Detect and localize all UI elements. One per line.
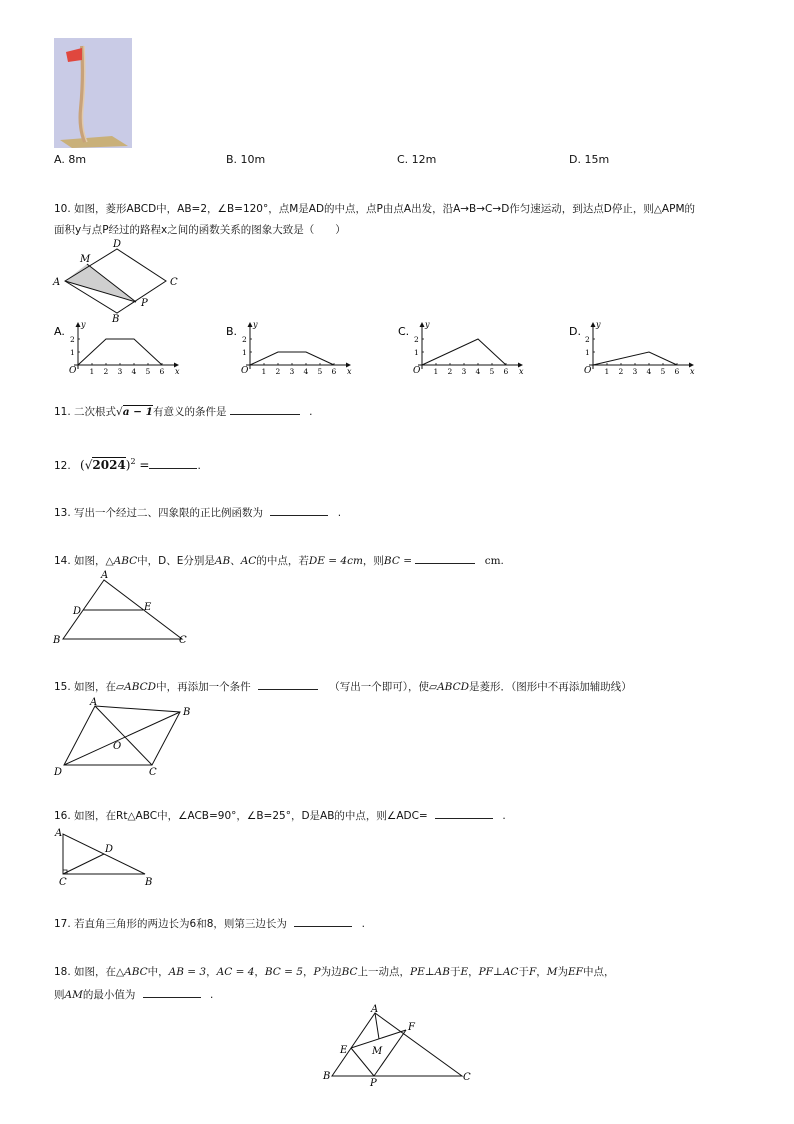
x-axis-label: x (519, 367, 524, 376)
q12-answer-blank[interactable] (149, 456, 197, 469)
x-tick-label: 2 (618, 367, 624, 376)
q18-ac: AC = 4 (216, 966, 255, 978)
q10-line1 (54, 199, 695, 219)
q18-pe: PE⊥AB (410, 966, 450, 978)
x-tick-label: 1 (261, 367, 267, 376)
q16-label-b: B (145, 877, 153, 888)
q18-label-c: C (463, 1072, 471, 1083)
q18-bc-2: BC (341, 966, 358, 978)
x-tick-label: 5 (317, 367, 323, 376)
origin-label: O (584, 366, 592, 376)
q12-exponent: 2 (130, 457, 136, 466)
y-tick-label: 2 (585, 335, 590, 344)
q11-radicand: a − 1 (122, 406, 153, 418)
q10-graph-c-axes (413, 320, 524, 376)
q18-text-4: 为边 (320, 966, 342, 978)
y-tick-label: 1 (414, 348, 419, 357)
x-tick-label: 4 (475, 367, 481, 376)
x-tick-label: 5 (489, 367, 495, 376)
q14 (54, 551, 504, 571)
x-axis-label: x (690, 367, 695, 376)
q14-label-c: C (179, 635, 187, 646)
q14-abc: ABC (113, 555, 138, 567)
q15-text-2: 中，再添加一个条件 (156, 681, 251, 693)
q16-answer-blank[interactable] (435, 806, 493, 819)
q14-triangle-figure (52, 569, 197, 651)
q14-ac: AC (240, 555, 257, 567)
x-tick-label: 4 (646, 367, 652, 376)
q18-number: 18. (54, 966, 71, 978)
x-tick-label: 6 (331, 367, 337, 376)
q13-end: . (337, 507, 342, 519)
x-tick-label: 2 (103, 367, 109, 376)
x-tick-label: 5 (145, 367, 151, 376)
q18-e: E (460, 966, 469, 978)
x-axis-label: x (175, 367, 180, 376)
flagpole-image (54, 38, 132, 148)
y-axis-arrow (591, 322, 596, 327)
q18-text-2: 中， (147, 966, 169, 978)
q15-text-3: （写出一个即可），使 (329, 681, 430, 693)
q14-text-3: 的中点，若 (256, 555, 309, 567)
q18-label-f: F (408, 1022, 415, 1033)
q9-option-b: B. 10m (226, 153, 266, 166)
x-tick-label: 3 (289, 367, 295, 376)
q10-option-graph-c (396, 318, 526, 382)
q10-line2: 面积y与点P经过的路程x之间的函数关系的图象大致是（ ） (54, 224, 346, 236)
x-tick-label: 1 (433, 367, 439, 376)
q16-label-a: A (55, 828, 63, 839)
y-axis-arrow (76, 322, 81, 327)
q10-graph-d-letter: D. (569, 325, 581, 338)
q16-text: 如图，在Rt△ABC中，∠ACB=90°，∠B=25°，D是AB的中点，则∠ADC= (74, 810, 428, 822)
x-tick-label: 3 (117, 367, 123, 376)
q17-text: 若直角三角形的两边长为6和8，则第三边长为 (74, 918, 287, 930)
q15-parallelogram: ▱ABCD (116, 681, 157, 693)
q10-graph-b-letter: B. (226, 325, 238, 338)
q12-end: . (197, 460, 201, 472)
q14-label-a: A (101, 570, 109, 581)
q16-label-c: C (59, 877, 67, 888)
q10-option-graph-a (52, 318, 182, 382)
q18-comma-1: ， (206, 966, 217, 978)
q10-option-graph-d (567, 318, 697, 382)
q15-text-4: 是菱形．（图形中不再添加辅助线） (469, 681, 632, 693)
q10-graph-b-axes (241, 320, 352, 376)
q18-line2 (54, 985, 213, 1005)
q18-label-p: P (370, 1078, 377, 1088)
q10-rhombus-figure (52, 238, 192, 328)
q14-de: DE = 4cm (308, 555, 363, 567)
q16-number: 16. (54, 810, 71, 822)
q17-number: 17. (54, 918, 71, 930)
q18-f: F (528, 966, 537, 978)
q11-text-pre: 二次根式 (74, 406, 117, 418)
q17 (54, 914, 365, 934)
q18-answer-blank[interactable] (143, 985, 201, 998)
q15-label-a: A (90, 697, 98, 708)
x-tick-label: 6 (674, 367, 680, 376)
q14-bc: BC = (383, 555, 412, 567)
q13-text: 写出一个经过二、四象限的正比例函数为 (74, 507, 264, 519)
q15-label-b: B (183, 707, 191, 718)
origin-label: O (69, 366, 77, 376)
y-axis-label: y (425, 320, 430, 329)
x-tick-label: 1 (89, 367, 95, 376)
x-tick-label: 5 (660, 367, 666, 376)
q18-text-5: 上一动点， (357, 966, 411, 978)
q18-text-l2b: 的最小值为 (82, 989, 136, 1001)
y-tick-label: 1 (585, 348, 590, 357)
x-tick-label: 3 (461, 367, 467, 376)
y-axis-arrow (248, 322, 253, 327)
x-tick-label: 3 (632, 367, 638, 376)
q14-label-b: B (53, 635, 61, 646)
q14-sep: 、 (230, 555, 241, 567)
q18-text-3: ， (303, 966, 314, 978)
origin-label: O (413, 366, 421, 376)
q16-right-triangle-figure (52, 824, 162, 892)
q11-text-post: 有意义的条件是 (152, 406, 227, 418)
q15 (54, 677, 632, 697)
q10-label-m: M (80, 254, 91, 265)
q14-label-d: D (73, 606, 82, 617)
q18-text-11: 中点， (582, 966, 615, 978)
q14-text-4: ，则 (362, 555, 384, 567)
x-tick-label: 4 (131, 367, 137, 376)
q18-end: . (210, 989, 214, 1001)
q11-end: . (309, 406, 313, 418)
q13-number: 13. (54, 507, 71, 519)
q15-label-d: D (54, 767, 63, 777)
q12-number: 12. (54, 460, 71, 472)
q18-abc: ABC (124, 966, 148, 978)
q10-label-b: B (112, 314, 120, 324)
q15-parallelogram-figure (50, 695, 200, 781)
q18-am: AM (64, 989, 83, 1001)
y-tick-label: 2 (70, 335, 75, 344)
q10-graph-a-axes (69, 320, 180, 376)
q14-text-2: 中，D、E分别是 (137, 555, 215, 567)
q11-answer-blank[interactable] (230, 402, 300, 415)
y-tick-label: 2 (414, 335, 419, 344)
q10-graph-a-letter: A. (54, 325, 65, 338)
q10-graph-a-curve (78, 339, 162, 365)
q10-number: 10. (54, 203, 71, 215)
q10-option-graph-b (224, 318, 354, 382)
q14-unit: cm. (484, 555, 504, 567)
q10-label-c: C (170, 277, 178, 288)
q18-ab: AB = 3 (168, 966, 207, 978)
q15-answer-blank[interactable] (258, 677, 318, 690)
q17-end: . (361, 918, 365, 930)
q10-graph-c-letter: C. (398, 325, 410, 338)
x-tick-label: 6 (503, 367, 509, 376)
q18-m: M (546, 966, 558, 978)
q10-label-p: P (141, 298, 148, 309)
q10-label-a: A (53, 277, 61, 288)
q14-text-1: 如图，△ (74, 555, 114, 567)
q18-text-8: 于 (518, 966, 529, 978)
y-axis-label: y (253, 320, 258, 329)
y-axis-label: y (81, 320, 86, 329)
q18-label-e: E (340, 1045, 348, 1056)
q12-radicand: 2024 (92, 458, 126, 472)
q14-answer-blank[interactable] (415, 551, 475, 564)
q14-label-e: E (144, 602, 152, 613)
q18-text-9: ， (536, 966, 547, 978)
q10-label-d: D (113, 239, 122, 250)
q15-parallelogram-2: ▱ABCD (429, 681, 470, 693)
x-axis-label: x (347, 367, 352, 376)
y-tick-label: 1 (70, 348, 75, 357)
q18-label-a: A (371, 1004, 379, 1015)
y-axis-arrow (420, 322, 425, 327)
q16 (54, 806, 506, 826)
q10-graph-c-curve (422, 339, 506, 365)
x-tick-label: 2 (447, 367, 453, 376)
q12 (54, 452, 201, 476)
q16-label-d: D (105, 844, 114, 855)
q11-radical: √a − 1 (116, 406, 153, 418)
q10-text-1: 如图，菱形ABCD中，AB=2，∠B=120°，点M是AD的中点，点P由点A出发，沿A→B→C→D作匀速运动，到达点D停止，则△APM的 (74, 203, 696, 215)
q15-label-o: O (113, 741, 122, 752)
q14-number: 14. (54, 555, 71, 567)
q18-label-m: M (372, 1046, 383, 1057)
q13-answer-blank[interactable] (270, 503, 328, 516)
q18-text-6: 于 (449, 966, 461, 978)
q11-number: 11. (54, 406, 71, 418)
q10-graph-d-axes (584, 320, 695, 376)
q18-text-7: ， (468, 966, 479, 978)
q12-equals: = (139, 458, 150, 472)
q18-line1 (54, 962, 614, 982)
q18-pf: PF⊥AC (478, 966, 519, 978)
q11 (54, 402, 313, 422)
q9-option-c: C. 12m (397, 153, 437, 166)
q15-number: 15. (54, 681, 71, 693)
q13 (54, 503, 341, 523)
q18-comma-2: ， (254, 966, 265, 978)
q18-p: P (313, 966, 321, 978)
q9-option-d: D. 15m (569, 153, 610, 166)
x-tick-label: 2 (275, 367, 281, 376)
y-axis-label: y (596, 320, 601, 329)
y-tick-label: 2 (242, 335, 247, 344)
q18-text-10: 为 (557, 966, 569, 978)
origin-label: O (241, 366, 249, 376)
x-tick-label: 6 (159, 367, 165, 376)
q12-expression: $(√2024)^2$ = (80, 457, 150, 472)
q18-ef: EF (568, 966, 583, 978)
q18-text-1: 如图，在△ (74, 966, 125, 978)
q18-triangle-figure (322, 1002, 482, 1092)
q17-answer-blank[interactable] (294, 914, 352, 927)
q18-bc: BC = 5 (264, 966, 303, 978)
q15-text-1: 如图，在 (74, 681, 117, 693)
x-tick-label: 1 (604, 367, 610, 376)
q16-end: . (502, 810, 506, 822)
x-tick-label: 4 (303, 367, 309, 376)
y-tick-label: 1 (242, 348, 247, 357)
q14-ab: AB (214, 555, 231, 567)
q18-label-b: B (323, 1071, 331, 1082)
q9-option-a: A. 8m (54, 153, 87, 166)
q18-text-l2a: 则 (54, 989, 65, 1001)
q15-label-c: C (149, 767, 157, 777)
